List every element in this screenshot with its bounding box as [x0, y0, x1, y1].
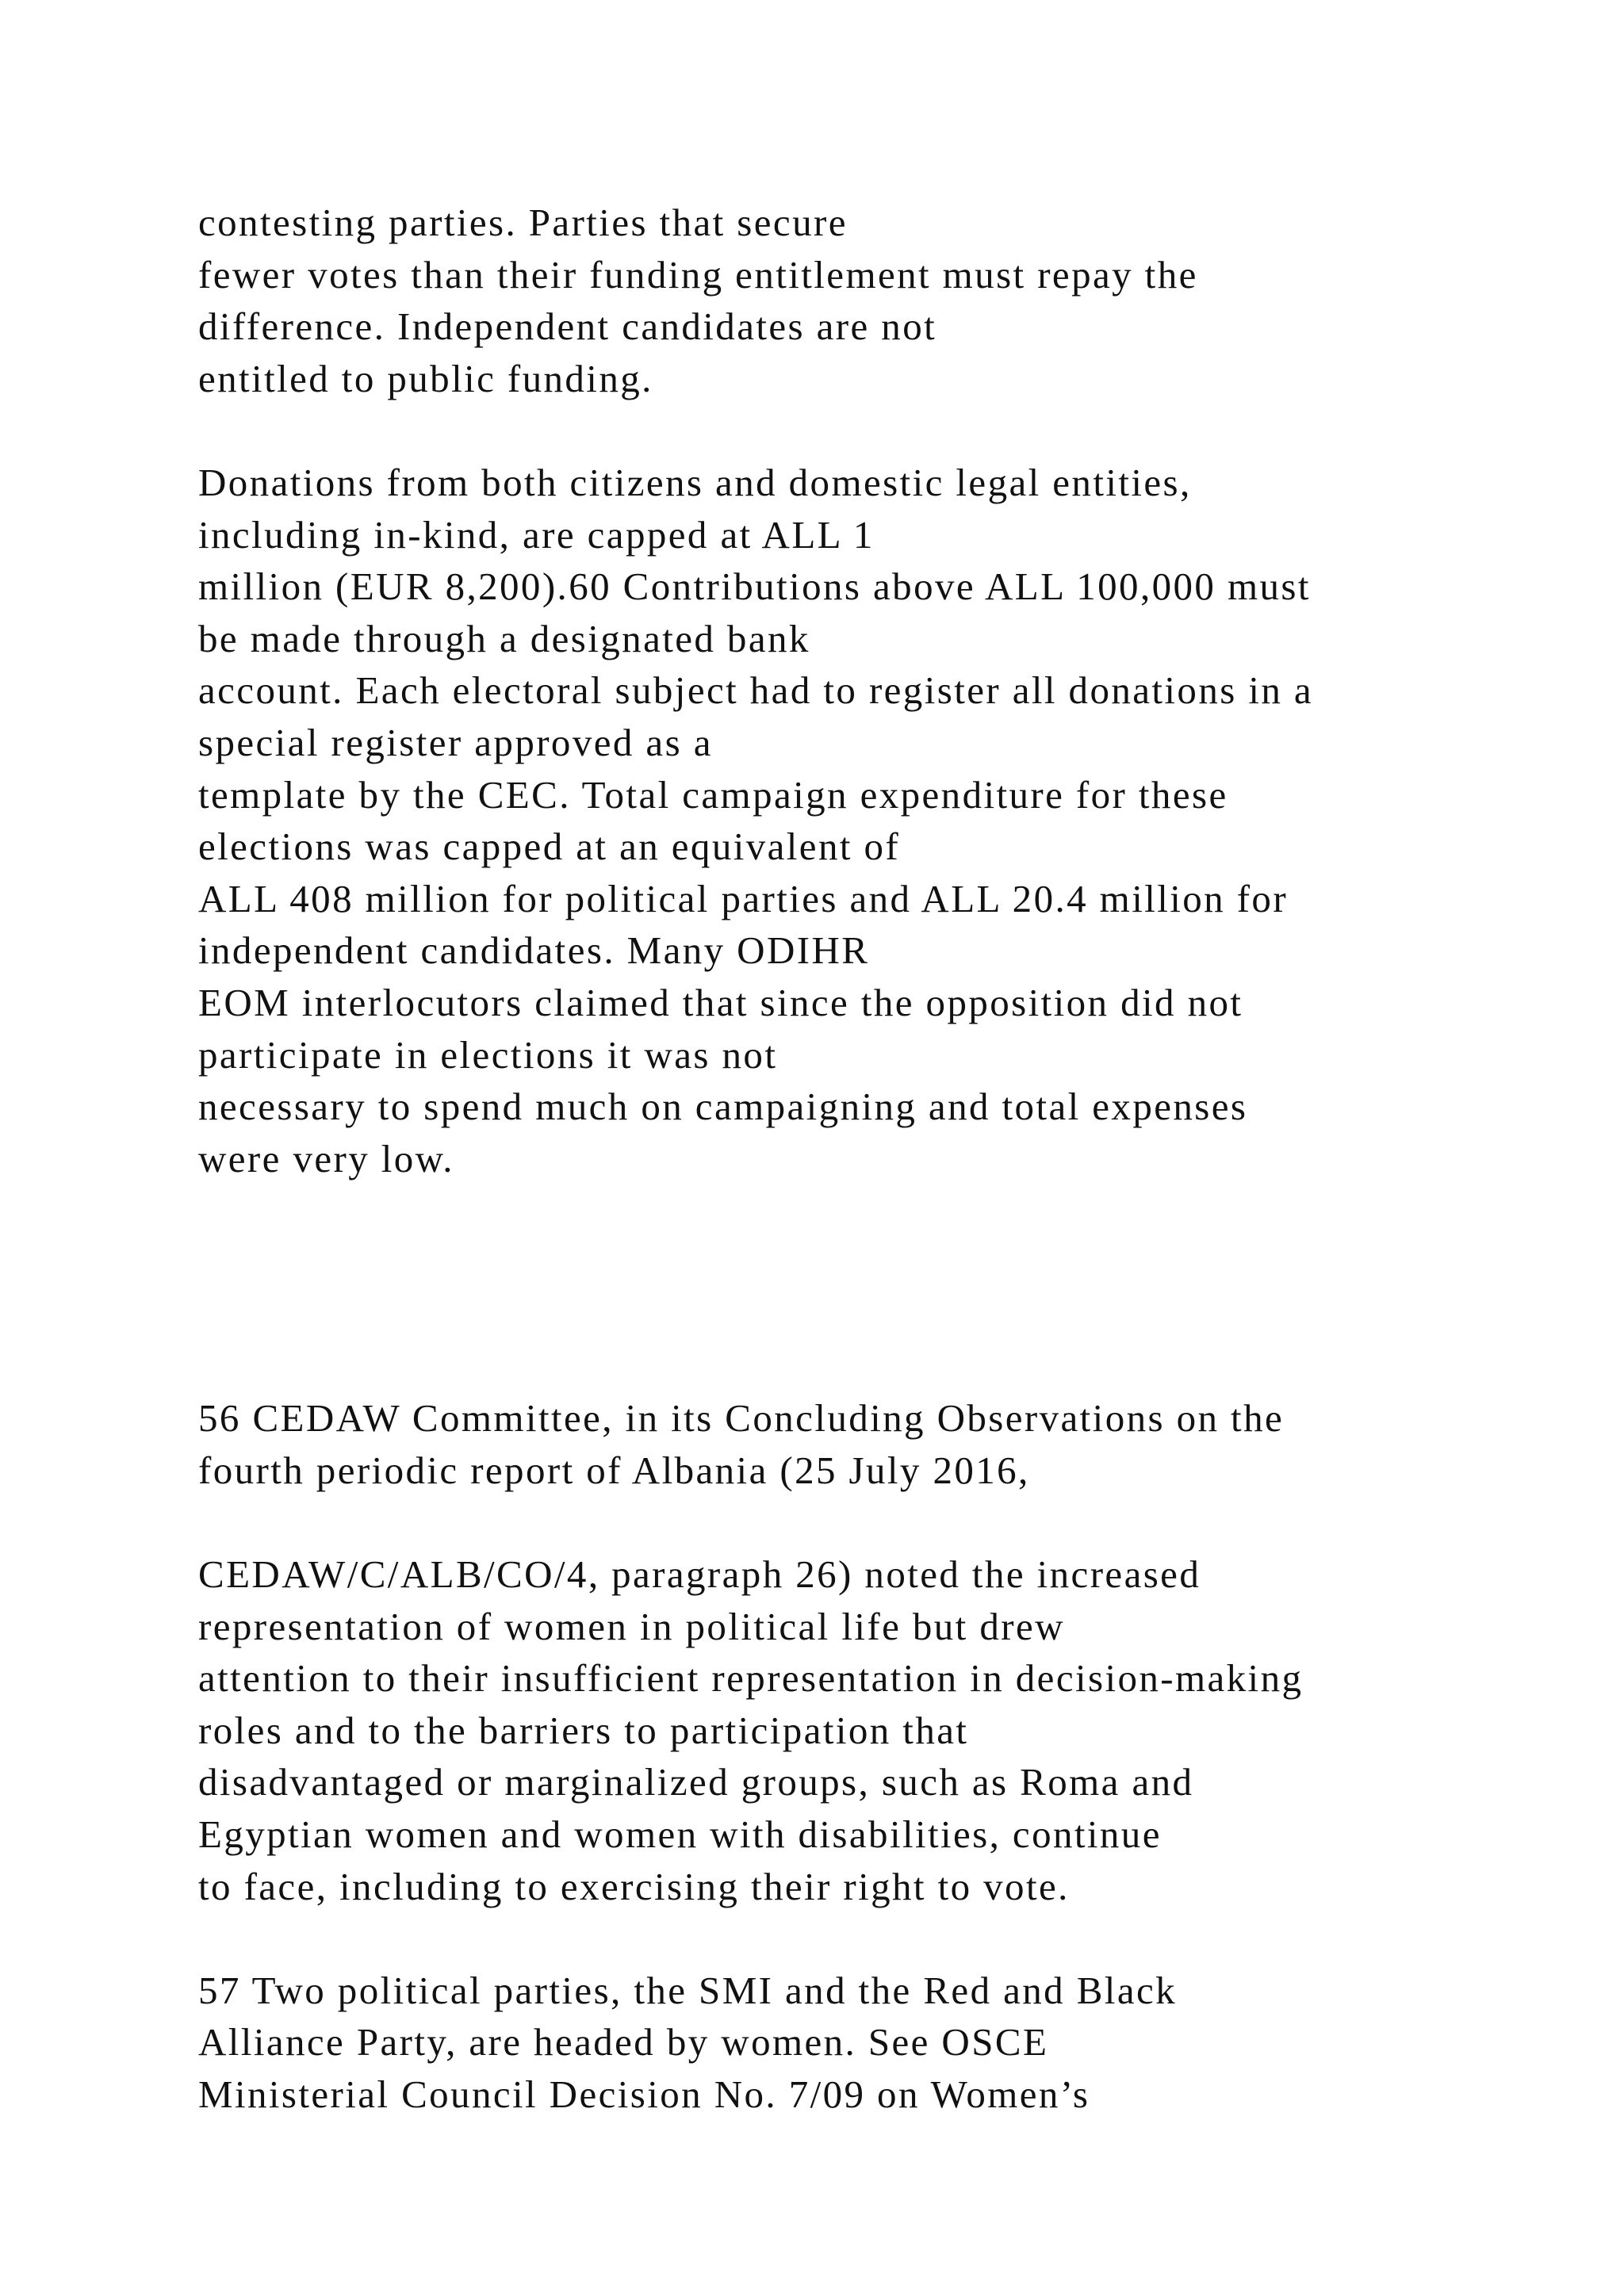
text-line: contesting parties. Parties that secure: [198, 201, 848, 244]
text-line: 57 Two political parties, the SMI and the Red and Black: [198, 1968, 1178, 2012]
footnote-57: [198, 1965, 1546, 2121]
text-line: participate in elections it was not: [198, 1032, 778, 1077]
paragraph-spacer: [198, 1496, 1546, 1548]
text-line: CEDAW/C/ALB/CO/4, paragraph 26) noted the increased: [198, 1552, 1201, 1597]
text-line: difference. Independent candidates are not: [198, 304, 937, 349]
text-line: Donations from both citizens and domestic legal entities,: [198, 460, 1192, 504]
text-line: 56 CEDAW Committee, in its Concluding Observations on the: [198, 1396, 1285, 1441]
footnote-56-continued: [198, 1548, 1546, 1912]
text-line: independent candidates. Many ODIHR: [198, 928, 870, 973]
text-line: template by the CEC. Total campaign expenditure for these: [198, 772, 1228, 817]
text-line: special register approved as a: [198, 720, 713, 764]
text-line: Alliance Party, are headed by women. See OSCE: [198, 2020, 1049, 2064]
text-line: disadvantaged or marginalized groups, such as Roma and: [198, 1760, 1194, 1804]
text-line: to face, including to exercising their right to vote.: [198, 1864, 1070, 1908]
document-page: [198, 197, 1546, 2121]
text-line: fourth periodic report of Albania (25 July 2016,: [198, 1448, 1030, 1492]
text-line: were very low.: [198, 1136, 454, 1181]
text-line: EOM interlocutors claimed that since the opposition did not: [198, 980, 1243, 1024]
section-spacer: [198, 1184, 1546, 1392]
text-line: Ministerial Council Decision No. 7/09 on Women’s: [198, 2072, 1090, 2116]
paragraph-spacer: [198, 404, 1546, 457]
text-line: million (EUR 8,200).60 Contributions above ALL 100,000 must: [198, 564, 1311, 609]
text-line: fewer votes than their funding entitlement must repay the: [198, 252, 1198, 297]
paragraph-spacer: [198, 1912, 1546, 1965]
text-line: attention to their insufficient representation in decision-making: [198, 1656, 1304, 1701]
paragraph-donations: [198, 457, 1546, 1184]
footnote-56: [198, 1392, 1546, 1496]
text-line: necessary to spend much on campaigning and total expenses: [198, 1085, 1248, 1129]
text-line: Egyptian women and women with disabilities, continue: [198, 1812, 1162, 1857]
text-line: entitled to public funding.: [198, 356, 653, 400]
text-line: including in-kind, are capped at ALL 1: [198, 512, 875, 557]
text-line: account. Each electoral subject had to register all donations in a: [198, 668, 1314, 713]
text-line: be made through a designated bank: [198, 616, 810, 660]
text-line: ALL 408 million for political parties and ALL 20.4 million for: [198, 876, 1289, 920]
paragraph-public-funding: [198, 197, 1546, 404]
text-line: elections was capped at an equivalent of: [198, 825, 901, 869]
text-line: roles and to the barriers to participation that: [198, 1708, 969, 1752]
text-line: representation of women in political life but drew: [198, 1604, 1065, 1648]
